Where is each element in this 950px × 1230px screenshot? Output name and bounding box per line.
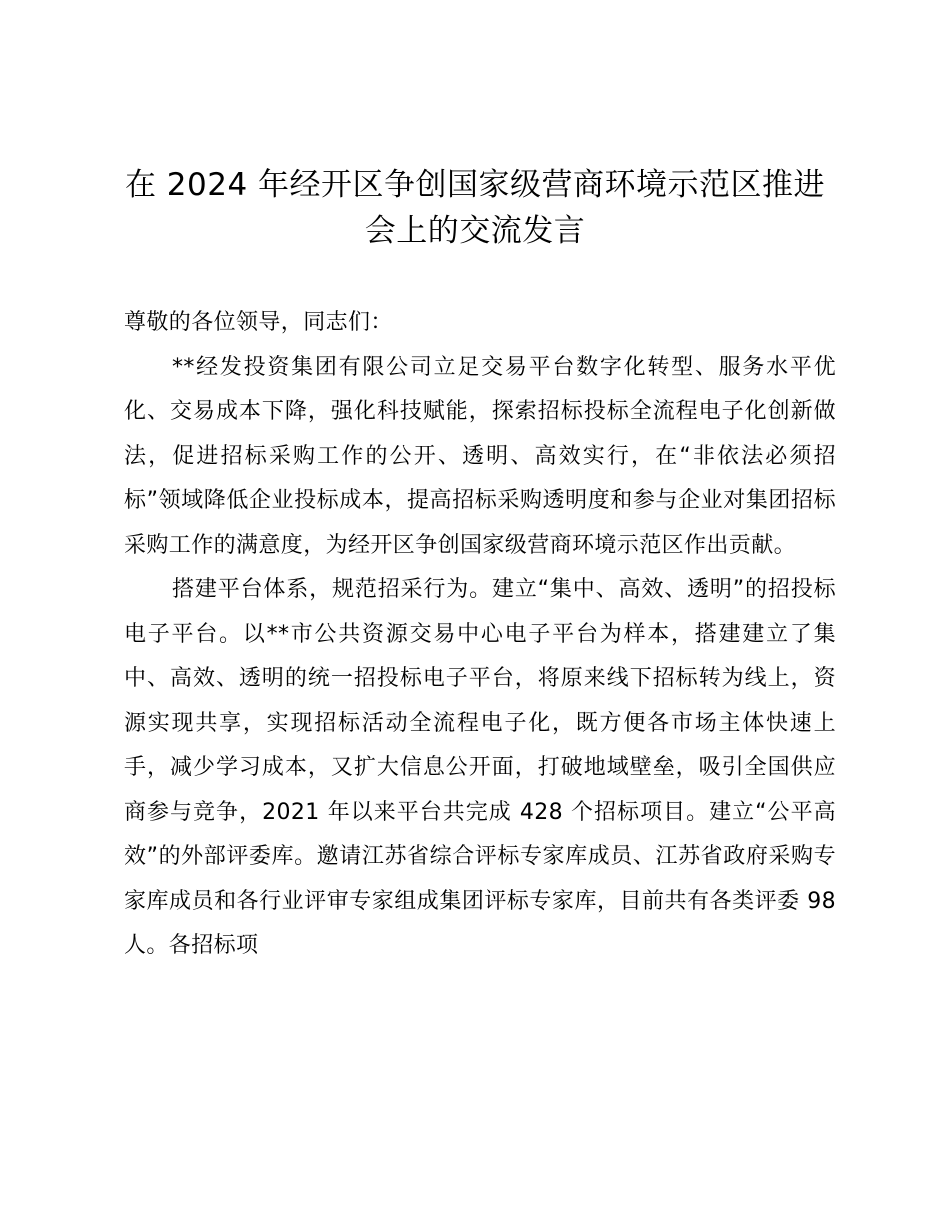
document-title: 在 2024 年经开区争创国家级营商环境示范区推进会上的交流发言 (124, 167, 826, 249)
paragraph-platform: 搭建平台体系，规范招采行为。建立“集中、高效、透明”的招投标电子平台。以**市公共资源交易中心电子平台为样本，搭建建立了集中、高效、透明的统一招投标电子平台，将原来线下招标转为线上，资源实现共享，实现招标活动全流程电子化，既方便各市场主体快速上手，减少学习成本，又扩大信息公开面，打破地域壁垒，吸引全国供应商参与竞争，2021 年以来平台共完成 428 个招标项目。建立“公平高效”的外部评委库。邀请江苏省综合评标专家库成员、江苏省政府采购专家库成员和各行业评审专家组成集团评标专家库，目前共有各类评委 98 人。各招标项 (124, 577, 836, 958)
salutation: 尊敬的各位领导，同志们： (124, 310, 393, 335)
document-body (124, 301, 836, 969)
paragraph-intro: **经发投资集团有限公司立足交易平台数字化转型、服务水平优化、交易成本下降，强化科技赋能，探索招标投标全流程电子化创新做法，促进招标采购工作的公开、透明、高效实行，在“非依法必须招标”领域降低企业投标成本，提高招标采购透明度和参与企业对集团招标采购工作的满意度，为经开区争创国家级营商环境示范区作出贡献。 (124, 354, 836, 558)
